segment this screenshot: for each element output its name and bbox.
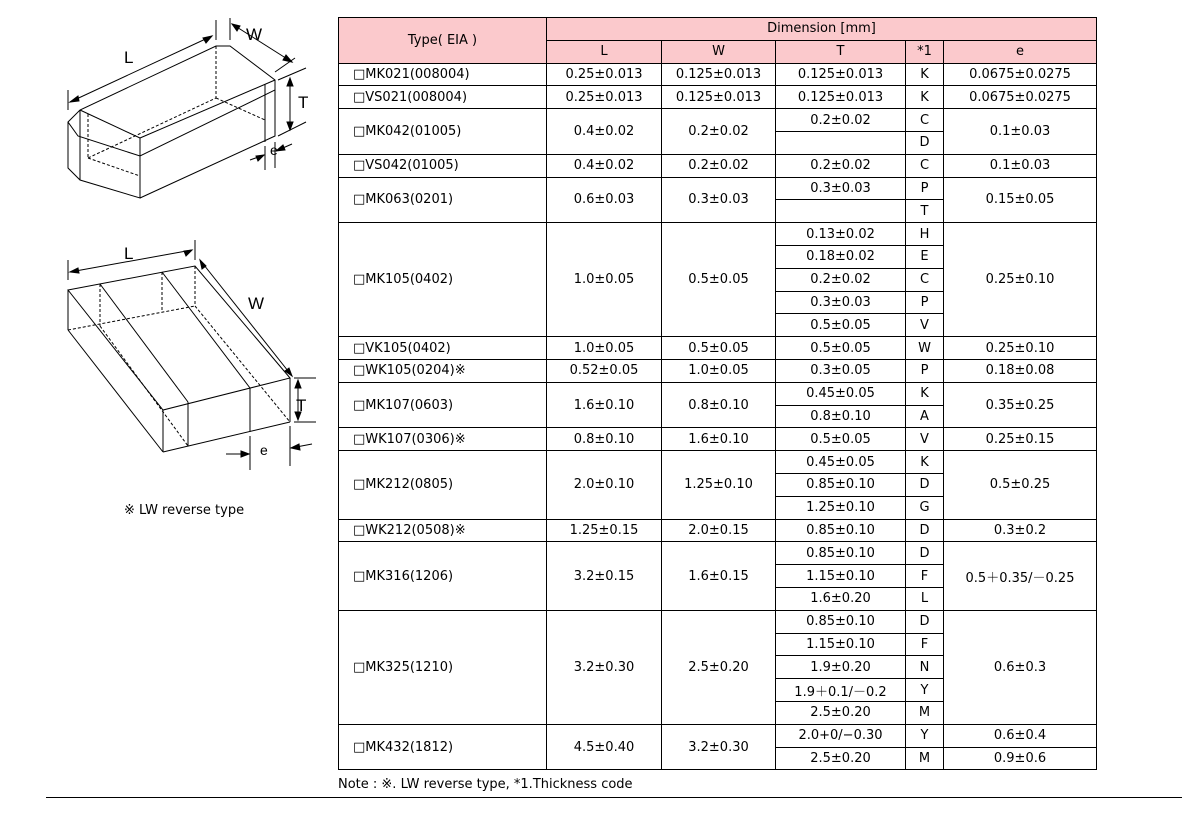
table-row [339, 86, 1097, 109]
e-cell: 0.5＋0.35/－0.25 [944, 542, 1097, 610]
e-cell: 0.1±0.03 [944, 109, 1097, 155]
type-cell: □VS021(008004) [339, 86, 547, 109]
type-cell: □MK316(1206) [339, 542, 547, 610]
table-row [339, 223, 1097, 246]
thickness-code-cell: P [906, 359, 944, 382]
thickness-code-cell: G [906, 496, 944, 519]
W-cell: 0.5±0.05 [662, 337, 776, 360]
T-cell: 0.2±0.02 [776, 268, 906, 291]
T-cell: 1.6±0.20 [776, 587, 906, 610]
thickness-code-cell: C [906, 109, 944, 132]
type-cell: □MK325(1210) [339, 610, 547, 724]
thickness-code-cell: D [906, 519, 944, 542]
table-row [339, 63, 1097, 86]
top-T-label: T [298, 93, 309, 112]
W-cell: 0.125±0.013 [662, 86, 776, 109]
L-cell: 1.25±0.15 [547, 519, 662, 542]
bottom-L-label: L [124, 244, 134, 263]
top-L-label: L [124, 48, 134, 67]
W-cell: 3.2±0.30 [662, 724, 776, 770]
e-cell: 0.18±0.08 [944, 359, 1097, 382]
T-cell: 0.5±0.05 [776, 314, 906, 337]
T-cell: 0.5±0.05 [776, 428, 906, 451]
thickness-code-cell: Y [906, 679, 944, 702]
footnote: Note : ※. LW reverse type, *1.Thickness code [338, 777, 633, 792]
thickness-code-cell: C [906, 154, 944, 177]
type-cell: □VK105(0402) [339, 337, 547, 360]
table-body [339, 63, 1097, 770]
thickness-code-cell: T [906, 200, 944, 223]
table-row [339, 337, 1097, 360]
L-cell: 0.4±0.02 [547, 109, 662, 155]
type-cell: □MK063(0201) [339, 177, 547, 223]
type-cell: □MK107(0603) [339, 382, 547, 428]
T-cell: 0.2±0.02 [776, 109, 906, 132]
W-cell: 0.125±0.013 [662, 63, 776, 86]
W-cell: 2.5±0.20 [662, 610, 776, 724]
thickness-code-cell: V [906, 428, 944, 451]
thickness-code-cell: F [906, 633, 944, 656]
T-cell: 2.0+0/−0.30 [776, 724, 906, 747]
type-cell: □VS042(01005) [339, 154, 547, 177]
T-cell: 1.15±0.10 [776, 633, 906, 656]
e-cell: 0.5±0.25 [944, 451, 1097, 519]
bottom-rule [46, 797, 1182, 798]
type-cell: □MK432(1812) [339, 724, 547, 770]
e-cell: 0.35±0.25 [944, 382, 1097, 428]
col-L-header: L [547, 40, 662, 63]
L-cell: 3.2±0.30 [547, 610, 662, 724]
L-cell: 1.0±0.05 [547, 337, 662, 360]
W-cell: 0.3±0.03 [662, 177, 776, 223]
table-row [339, 109, 1097, 132]
thickness-code-cell: D [906, 610, 944, 633]
e-cell: 0.0675±0.0275 [944, 86, 1097, 109]
table-row [339, 382, 1097, 405]
W-cell: 1.6±0.10 [662, 428, 776, 451]
thickness-code-cell: N [906, 656, 944, 679]
T-cell: 0.3±0.05 [776, 359, 906, 382]
thickness-code-cell: D [906, 473, 944, 496]
L-cell: 3.2±0.15 [547, 542, 662, 610]
thickness-code-cell: L [906, 587, 944, 610]
thickness-code-cell: H [906, 223, 944, 246]
T-cell: 0.13±0.02 [776, 223, 906, 246]
T-cell [776, 131, 906, 154]
T-cell: 0.125±0.013 [776, 63, 906, 86]
type-cell: □MK212(0805) [339, 451, 547, 519]
T-cell: 0.3±0.03 [776, 291, 906, 314]
dimension-table [338, 17, 1097, 770]
e-cell: 0.25±0.15 [944, 428, 1097, 451]
T-cell: 2.5±0.20 [776, 701, 906, 724]
thickness-code-cell: P [906, 177, 944, 200]
T-cell: 0.5±0.05 [776, 337, 906, 360]
e-cell: 0.6±0.3 [944, 610, 1097, 724]
col-W-header: W [662, 40, 776, 63]
T-cell: 1.9±0.20 [776, 656, 906, 679]
small-chip-drawing [68, 18, 309, 198]
e-cell: 0.25±0.10 [944, 223, 1097, 337]
type-cell: □MK042(01005) [339, 109, 547, 155]
dimension-header: Dimension [mm] [547, 18, 1097, 41]
L-cell: 0.25±0.013 [547, 86, 662, 109]
L-cell: 0.8±0.10 [547, 428, 662, 451]
thickness-code-cell: Y [906, 724, 944, 747]
top-W-label: W [246, 25, 263, 44]
type-cell: □WK107(0306)※ [339, 428, 547, 451]
T-cell: 0.18±0.02 [776, 245, 906, 268]
type-header: Type( EIA ) [339, 18, 547, 64]
T-cell: 0.85±0.10 [776, 610, 906, 633]
thickness-code-cell: D [906, 542, 944, 565]
table-row [339, 359, 1097, 382]
T-cell: 1.9＋0.1/－0.2 [776, 679, 906, 702]
thickness-code-cell: K [906, 86, 944, 109]
table-row [339, 724, 1097, 747]
thickness-code-cell: E [906, 245, 944, 268]
table-row [339, 519, 1097, 542]
T-cell: 0.45±0.05 [776, 382, 906, 405]
thickness-code-cell: M [906, 701, 944, 724]
W-cell: 1.0±0.05 [662, 359, 776, 382]
T-cell: 0.8±0.10 [776, 405, 906, 428]
table-row [339, 154, 1097, 177]
L-cell: 1.0±0.05 [547, 223, 662, 337]
T-cell: 0.45±0.05 [776, 451, 906, 474]
thickness-code-cell: F [906, 565, 944, 588]
type-cell: □MK021(008004) [339, 63, 547, 86]
chip-dimension-diagrams [40, 10, 330, 490]
table-row [339, 451, 1097, 474]
thickness-code-cell: C [906, 268, 944, 291]
top-e-label: e [270, 142, 278, 158]
bottom-W-label: W [248, 294, 265, 313]
e-cell: 0.9±0.6 [944, 747, 1097, 770]
type-cell: □WK105(0204)※ [339, 359, 547, 382]
L-cell: 2.0±0.10 [547, 451, 662, 519]
T-cell: 0.85±0.10 [776, 542, 906, 565]
L-cell: 0.4±0.02 [547, 154, 662, 177]
thickness-code-cell: V [906, 314, 944, 337]
bottom-e-label: e [260, 442, 268, 458]
W-cell: 1.6±0.15 [662, 542, 776, 610]
L-cell: 0.6±0.03 [547, 177, 662, 223]
table-row [339, 428, 1097, 451]
table-row [339, 542, 1097, 565]
thickness-code-cell: K [906, 451, 944, 474]
col-code-header: *1 [906, 40, 944, 63]
L-cell: 0.52±0.05 [547, 359, 662, 382]
thickness-code-cell: D [906, 131, 944, 154]
col-e-header: e [944, 40, 1097, 63]
T-cell: 1.25±0.10 [776, 496, 906, 519]
type-cell: □WK212(0508)※ [339, 519, 547, 542]
col-T-header: T [776, 40, 906, 63]
T-cell: 0.2±0.02 [776, 154, 906, 177]
lw-reverse-note: ※ LW reverse type [124, 503, 245, 518]
W-cell: 0.5±0.05 [662, 223, 776, 337]
W-cell: 0.2±0.02 [662, 109, 776, 155]
table-row [339, 610, 1097, 633]
T-cell: 0.85±0.10 [776, 473, 906, 496]
thickness-code-cell: A [906, 405, 944, 428]
W-cell: 0.8±0.10 [662, 382, 776, 428]
type-cell: □MK105(0402) [339, 223, 547, 337]
e-cell: 0.3±0.2 [944, 519, 1097, 542]
T-cell: 0.85±0.10 [776, 519, 906, 542]
T-cell: 0.3±0.03 [776, 177, 906, 200]
e-cell: 0.1±0.03 [944, 154, 1097, 177]
L-cell: 0.25±0.013 [547, 63, 662, 86]
thickness-code-cell: M [906, 747, 944, 770]
e-cell: 0.25±0.10 [944, 337, 1097, 360]
large-chip-drawing [68, 240, 316, 470]
e-cell: 0.15±0.05 [944, 177, 1097, 223]
thickness-code-cell: P [906, 291, 944, 314]
table-row [339, 177, 1097, 200]
bottom-T-label: T [296, 396, 307, 415]
thickness-code-cell: K [906, 382, 944, 405]
L-cell: 1.6±0.10 [547, 382, 662, 428]
T-cell: 0.125±0.013 [776, 86, 906, 109]
W-cell: 0.2±0.02 [662, 154, 776, 177]
W-cell: 2.0±0.15 [662, 519, 776, 542]
W-cell: 1.25±0.10 [662, 451, 776, 519]
T-cell: 2.5±0.20 [776, 747, 906, 770]
e-cell: 0.0675±0.0275 [944, 63, 1097, 86]
T-cell [776, 200, 906, 223]
T-cell: 1.15±0.10 [776, 565, 906, 588]
e-cell: 0.6±0.4 [944, 724, 1097, 747]
L-cell: 4.5±0.40 [547, 724, 662, 770]
thickness-code-cell: K [906, 63, 944, 86]
thickness-code-cell: W [906, 337, 944, 360]
